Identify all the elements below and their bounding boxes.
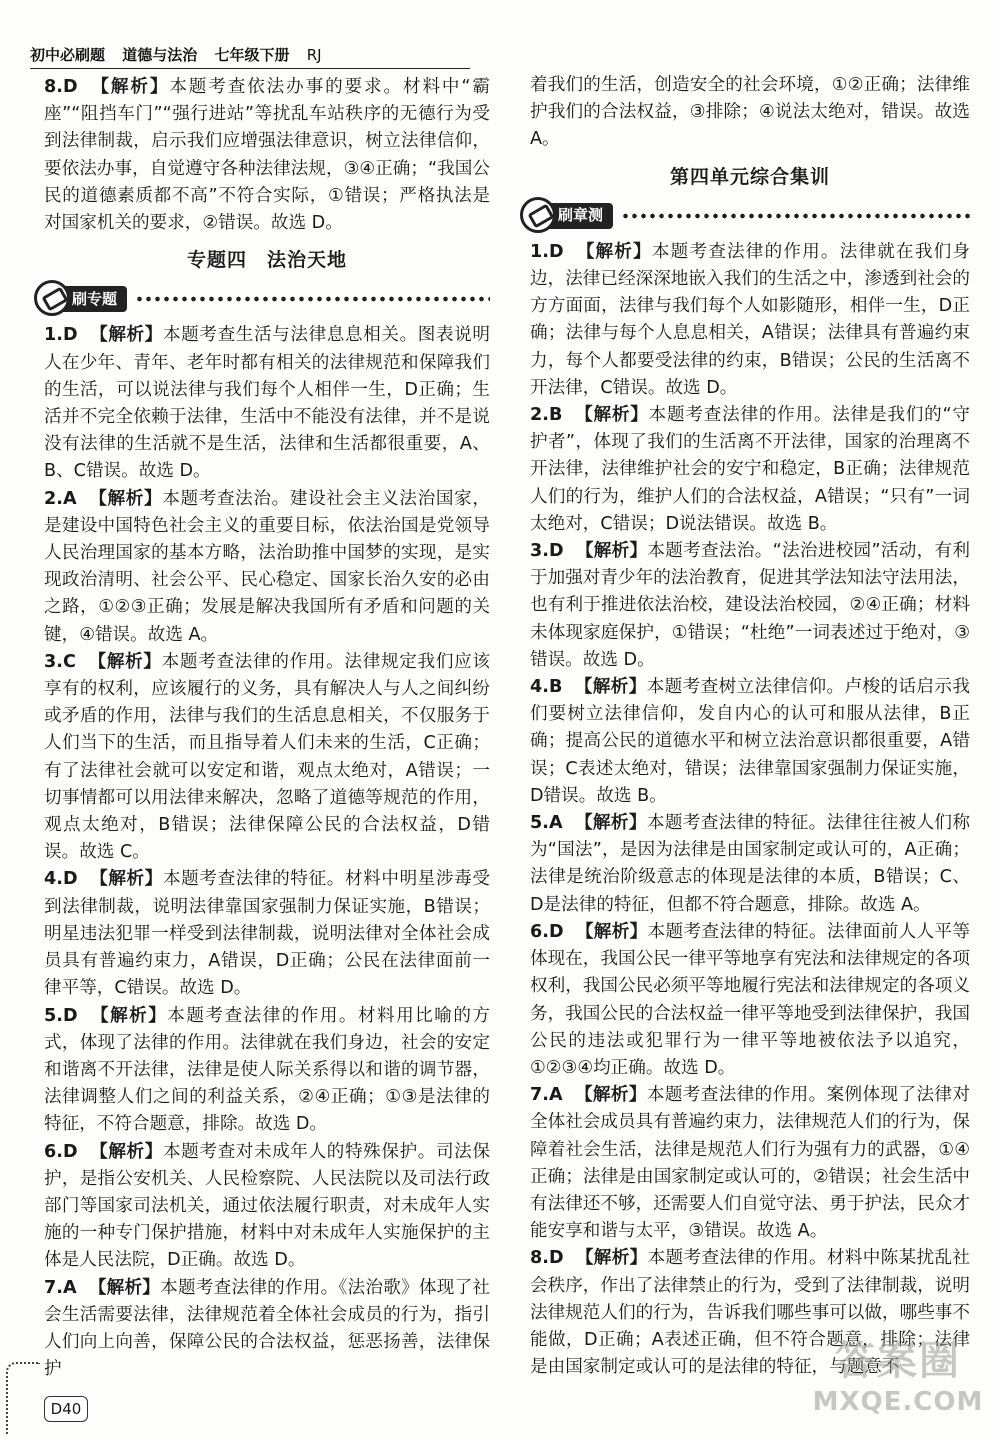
question-number: 2. — [530, 405, 549, 426]
answer-choice: D — [62, 1005, 78, 1026]
question-number: 6. — [44, 1141, 63, 1162]
question-number: 2. — [44, 488, 63, 509]
section-title-topic-four: 专题四 法治天地 — [186, 249, 347, 272]
page-number: D40 — [44, 1396, 88, 1422]
analysis-text: 本题考查对未成年人的特殊保护。司法保护，是指公安机关、人民检察院、人民法院以及司法行政部门等国家司法机关，通过依法履行职责，对未成年人实施的一种专门保护措施，材料中对未成年人实施保护的主体是人民法院，D正确。故选 D。 — [44, 1141, 490, 1271]
answer-choice: C — [62, 651, 76, 672]
answer-choice: D — [62, 1141, 78, 1162]
question-number: 6. — [530, 921, 549, 942]
question-number: 1. — [44, 325, 63, 346]
question-number: 5. — [44, 1005, 63, 1026]
answer-choice: D — [62, 325, 78, 346]
analysis-label: 【解析】 — [88, 488, 163, 509]
right-column — [530, 72, 970, 1381]
question-number: 7. — [44, 1277, 63, 1298]
question-number: 7. — [530, 1085, 549, 1106]
ribbon-label: 刷专题 — [72, 289, 118, 308]
question-number: 5. — [530, 813, 549, 834]
answer-choice: D — [548, 241, 564, 262]
analysis-label: 【解析】 — [575, 921, 648, 942]
subject-label: 道德与法治 — [122, 46, 198, 64]
answer-item — [530, 538, 970, 674]
dotted-rule — [621, 213, 970, 219]
analysis-text: 本题考查法律的作用。材料中陈某扰乱社会秩序，作出了法律禁止的行为，受到了法律制裁，说明法律规范人们的行为，告诉我们哪些事可以做，哪些事不能做，D正确；A表述正确，但不符合题意，排除；法律是由国家制定或认可的是法律的特征，与题意不 — [530, 1248, 970, 1378]
answer-item — [530, 1082, 970, 1245]
answer-choice: A — [62, 1277, 77, 1298]
answer-choice: B — [548, 677, 563, 698]
analysis-text: 本题考查法律的作用。法律是我们的“守护者”，体现了我们的生活离不开法律，国家的治理离不开法律，法律维护社会的安宁和稳定，B正确；法律规范人们的行为，维护人们的合法权益，A错误；“只有”一词太绝对，C错误；D说法错误。故选 B。 — [530, 405, 970, 534]
analysis-text: 本题考查法律的特征。法律面前人人平等体现在，我国公民一律平等地享有宪法和法律规定的各项权利，我国公民必须平等地履行宪法和法律规定的各项义务，我国公民的合法权益一律平等地受到法律保护，我国公民的违法或犯罪行为一律平等地被依法予以追究，①②③④均正确。故选 D。 — [530, 921, 970, 1078]
ribbon-tag — [38, 286, 127, 312]
brush-icon — [34, 280, 70, 316]
page-header — [30, 44, 470, 69]
continued-answer-text: 着我们的生活，创造安全的社会环境，①②正确；法律维护我们的合法权益，③排除；④说法太绝对，错误。故选 A。 — [530, 75, 970, 150]
answer-choice: D — [548, 1248, 564, 1269]
analysis-label: 【解析】 — [574, 1085, 647, 1106]
answer-item — [44, 486, 490, 649]
analysis-text: 本题考查依法办事的要求。材料中“霸座”“阻挡车门”“强行进站”等扰乱车站秩序的无德行为受到法律制裁，启示我们应增强法律意识，树立法律信仰，要依法办事，自觉遵守各种法律法规，③④正确；“我国公民的道德素质都不高”不符合实际，①错误；严格执法是对国家机关的要求，②错误。故选 D。 — [44, 77, 490, 234]
analysis-text: 本题考查法律的作用。《法治歌》体现了社会生活需要法律，法律规范着全体社会成员的行为，指引人们向上向善，保障公民的合法权益，惩恶扬善，法律保护 — [44, 1277, 490, 1380]
answer-item — [44, 1003, 490, 1139]
analysis-text: 本题考查法律的作用。法律规定我们应该享有的权利，应该履行的义务，具有解决人与人之间纠纷或矛盾的作用，法律与我们的生活息息相关，不仅服务于人们当下的生活，而且指导着人们未来的生活，C正确；有了法律社会就可以安定和谐，观点太绝对，A错误；一切事情都可以用法律来解决，忽略了道德等规范的作用，观点太绝对，B错误；法律保障公民的合法权益，D错误。故选 C。 — [44, 651, 490, 863]
question-number: 4. — [44, 869, 63, 890]
site-watermark — [808, 1336, 988, 1432]
question-number: 8. — [530, 1248, 549, 1269]
edition-label: RJ — [306, 46, 322, 64]
dotted-rule — [135, 296, 490, 302]
analysis-text: 本题考查法律的作用。材料用比喻的方式，体现了法律的作用。法律就在我们身边，社会的安定和谐离不开法律，法律是使人际关系得以和谐的调节器，法律调整人们之间的利益关系，②④正确；①③是法律的特征，不符合题意，排除。故选 D。 — [44, 1005, 490, 1135]
corner-decoration — [6, 1362, 40, 1434]
analysis-text: 本题考查法律的作用。法律就在我们身边，法律已经深深地嵌入我们的生活之中，渗透到社会的方方面面，法律与我们每个人如影随形，相伴一生，D正确；法律与每个人息息相关，A错误；法律具有普遍约束力，每个人都要受法律的约束，B错误；公民的生活离不开法律，C错误。故选 D。 — [530, 241, 970, 398]
watermark-line1: 答案圈 — [835, 1338, 961, 1384]
analysis-label: 【解析】 — [89, 1005, 168, 1026]
ribbon-label: 刷章测 — [558, 206, 604, 225]
analysis-label: 【解析】 — [574, 677, 647, 698]
brush-icon — [520, 197, 556, 233]
question-number: 1. — [530, 241, 549, 262]
answer-item — [530, 810, 970, 919]
analysis-label: 【解析】 — [89, 1141, 163, 1162]
book-title: 初中必刷题 — [30, 46, 106, 64]
analysis-label: 【解析】 — [574, 813, 647, 834]
analysis-label: 【解析】 — [89, 325, 163, 346]
answer-item — [44, 74, 490, 237]
left-column — [44, 74, 490, 1383]
analysis-text: 本题考查生活与法律息息相关。图表说明人在少年、青年、老年时都有相关的法律规范和保障我们的生活，可以说法律与我们每个人相伴一生，D正确；生活并不完全依赖于法律，生活中不能没有法律，并不是说没有法律的生活就不是生活，法律和生活都很重要，A、B、C错误。故选 D。 — [44, 325, 490, 482]
answer-choice: A — [548, 813, 563, 834]
question-number: 3. — [530, 541, 549, 562]
answer-item — [530, 919, 970, 1082]
analysis-text: 本题考查法律的作用。案例体现了法律对全体社会成员具有普遍约束力，法律规范人们的行为，保障着社会生活，法律是规范人们行为强有力的武器，①④正确；法律是由国家制定或认可的，②错误；社会生活中有法律还不够，还需要人们自觉守法、勇于护法，民众才能安享和谐与太平，③错误。故选 A。 — [530, 1085, 970, 1242]
answer-choice: D — [548, 541, 564, 562]
answer-item — [44, 322, 490, 485]
answer-choice: B — [548, 405, 563, 426]
left-answer-list — [44, 322, 490, 1383]
answer-item — [44, 1139, 490, 1275]
analysis-label: 【解析】 — [575, 541, 648, 562]
analysis-label: 【解析】 — [575, 1248, 648, 1269]
analysis-text: 本题考查法治。“法治进校园”活动，有利于加强对青少年的法治教育，促进其学法知法守法用法，也有利于推进依法治校，建设法治校园，②④正确；材料未体现家庭保护，①错误；“杜绝”一词表述过于绝对，③错误。故选 D。 — [530, 541, 970, 670]
answer-item — [44, 866, 490, 1002]
answer-item — [530, 402, 970, 538]
answer-choice: D — [62, 77, 78, 97]
question-number: 8. — [44, 77, 63, 97]
answer-choice: D — [62, 869, 78, 890]
chapter-ribbon — [524, 199, 970, 233]
analysis-text: 本题考查法律的特征。材料中明星涉毒受到法律制裁，说明法律靠国家强制力保证实施，B错误；明星违法犯罪一样受到法律制裁，说明法律对全体社会成员具有普遍约束力，A错误，D正确；公民在法律面前一律平等，C错误。故选 D。 — [44, 869, 490, 999]
answer-choice: D — [548, 921, 564, 942]
answer-item — [530, 674, 970, 810]
left-top-items — [44, 74, 490, 237]
analysis-text: 本题考查树立法律信仰。卢梭的话启示我们要树立法律信仰，发自内心的认可和服从法律，B正确；提高公民的道德水平和树立法治意识都很重要，A错误；C表述太绝对，错误；法律靠国家强制力保证实施，D错误。故选 B。 — [530, 677, 970, 806]
question-number: 3. — [44, 651, 63, 672]
question-number: 4. — [530, 677, 549, 698]
analysis-label: 【解析】 — [87, 651, 162, 672]
topic-ribbon — [38, 282, 490, 316]
analysis-label: 【解析】 — [575, 241, 652, 262]
analysis-label: 【解析】 — [89, 869, 163, 890]
analysis-label: 【解析】 — [574, 405, 649, 426]
answer-item — [530, 239, 970, 402]
analysis-text: 本题考查法治。建设社会主义法治国家，是建设中国特色社会主义的重要目标，依法治国是党领导人民治理国家的基本方略，法治助推中国梦的实现，是实现政治清明、社会公平、民心稳定、国家长治久安的必由之路，①②③正确；发展是解决我国所有矛盾和问题的关键，④错误。故选 A。 — [44, 488, 490, 645]
grade-label: 七年级下册 — [214, 46, 290, 64]
answer-choice: A — [548, 1085, 563, 1106]
analysis-text: 本题考查法律的特征。法律往往被人们称为“国法”，是因为法律是由国家制定或认可的，A正确；法律是统治阶级意志的体现是法律的本质，B错误；C、D是法律的特征，但都不符合题意，排除。故选 A。 — [530, 813, 970, 915]
answer-item — [44, 1275, 490, 1384]
analysis-label: 【解析】 — [88, 1277, 161, 1298]
answer-choice: A — [62, 488, 77, 509]
right-answer-list — [530, 239, 970, 1382]
watermark-line2: MXQE.COM — [812, 1387, 984, 1417]
section-title-unit-four: 第四单元综合集训 — [669, 165, 830, 188]
answer-item — [44, 649, 490, 867]
ribbon-tag — [524, 203, 613, 229]
analysis-label: 【解析】 — [89, 77, 170, 97]
